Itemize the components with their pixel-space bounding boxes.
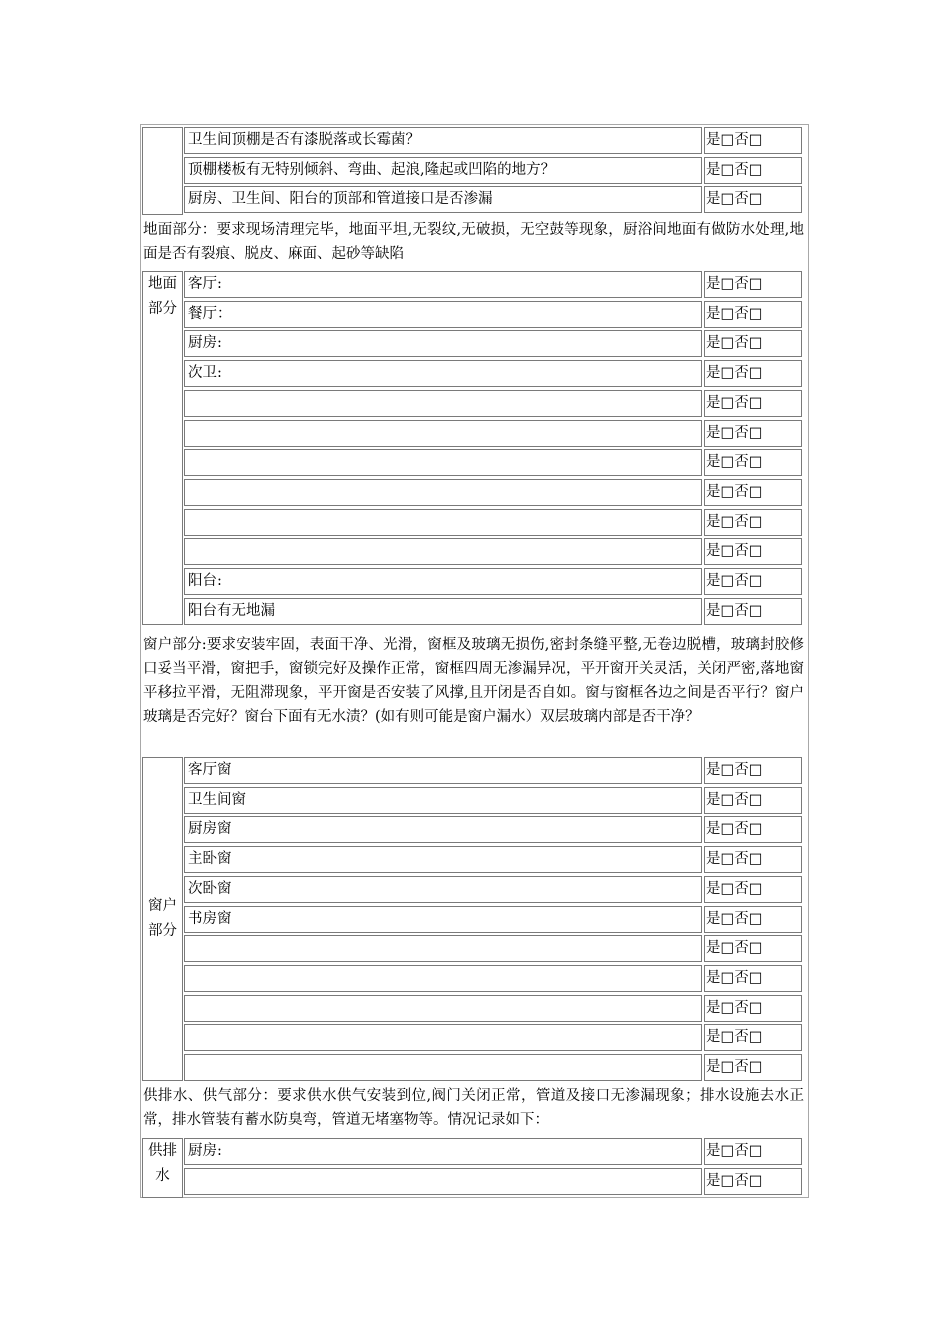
floor-checklist-row [184, 449, 808, 476]
water-checklist-row [184, 1138, 808, 1165]
water-section-label-text: 供排水 [148, 1143, 177, 1184]
floor-item-text [184, 420, 702, 447]
yes-no-checkbox[interactable]: 是□否□ [704, 1054, 802, 1081]
yes-no-checkbox[interactable]: 是□否□ [704, 1138, 802, 1165]
ceiling-item-text: 厨房、卫生间、阳台的顶部和管道接口是否渗漏 [184, 186, 702, 213]
window-checklist-row [184, 995, 808, 1022]
window-item-text: 卫生间窗 [184, 787, 702, 814]
ceiling-checklist-row [184, 157, 808, 184]
yes-no-checkbox[interactable]: 是□否□ [704, 420, 802, 447]
yes-no-checkbox[interactable]: 是□否□ [704, 1168, 802, 1195]
yes-no-checkbox[interactable]: 是□否□ [704, 846, 802, 873]
yes-no-checkbox[interactable]: 是□否□ [704, 449, 802, 476]
floor-checklist-row [184, 390, 808, 417]
window-item-text: 客厅窗 [184, 757, 702, 784]
yes-no-checkbox[interactable]: 是□否□ [704, 906, 802, 933]
yes-no-checkbox[interactable]: 是□否□ [704, 568, 802, 595]
floor-checklist-row [184, 479, 808, 506]
ceiling-checklist-row [184, 127, 808, 154]
window-checklist-row [184, 757, 808, 784]
yes-no-checkbox[interactable]: 是□否□ [704, 538, 802, 565]
floor-item-text [184, 479, 702, 506]
floor-item-text [184, 390, 702, 417]
floor-item-text: 餐厅： [184, 301, 702, 328]
window-section-label [141, 894, 184, 944]
floor-label-cell [142, 271, 183, 625]
yes-no-checkbox[interactable]: 是□否□ [704, 186, 802, 213]
window-checklist-row [184, 846, 808, 873]
window-checklist-row [184, 935, 808, 962]
ceiling-item-text: 卫生间顶棚是否有漆脱落或长霉菌？ [184, 127, 702, 154]
yes-no-checkbox[interactable]: 是□否□ [704, 995, 802, 1022]
window-item-text [184, 935, 702, 962]
floor-checklist-row [184, 271, 808, 298]
water-section-label [141, 1139, 184, 1189]
floor-checklist-row [184, 509, 808, 536]
water-item-text [184, 1168, 702, 1195]
window-checklist-row [184, 876, 808, 903]
floor-description: 地面部分：要求现场清理完毕，地面平坦,无裂纹,无破损，无空鼓等现象，厨浴间地面有做防水处理,地面是否有裂痕、脱皮、麻面、起砂等缺陷 [143, 222, 804, 262]
yes-no-checkbox[interactable]: 是□否□ [704, 157, 802, 184]
window-section-label-text: 窗户部分 [148, 898, 177, 939]
water-checklist-row [184, 1168, 808, 1195]
window-item-text [184, 995, 702, 1022]
water-description: 供排水、供气部分：要求供水供气安装到位,阀门关闭正常，管道及接口无渗漏现象；排水设施去水正常，排水管装有蓄水防臭弯，管道无堵塞物等。情况记录如下： [143, 1088, 804, 1128]
window-item-text [184, 965, 702, 992]
yes-no-checkbox[interactable]: 是□否□ [704, 787, 802, 814]
yes-no-checkbox[interactable]: 是□否□ [704, 876, 802, 903]
yes-no-checkbox[interactable]: 是□否□ [704, 127, 802, 154]
floor-item-text: 阳台: [184, 568, 702, 595]
yes-no-checkbox[interactable]: 是□否□ [704, 390, 802, 417]
floor-item-text [184, 509, 702, 536]
window-description: 窗户部分:要求安装牢固，表面干净、光滑，窗框及玻璃无损伤,密封条缝平整,无卷边脱槽，玻璃封胶修口妥当平滑，窗把手，窗锁完好及操作正常，窗框四周无渗漏异况，平开窗开关灵活，关闭严密,落地窗平移拉平滑，无阻滞现象，平开窗是否安装了风撑,且开闭是否自如。窗与窗框各边之间是否平行？窗户玻璃是否完好？窗台下面有无水渍？(如有则可能是窗户漏水）双层玻璃内部是否干净？ [143, 637, 804, 725]
floor-checklist-row [184, 360, 808, 387]
window-checklist-row [184, 1054, 808, 1081]
yes-no-checkbox[interactable]: 是□否□ [704, 757, 802, 784]
floor-item-text: 次卫: [184, 360, 702, 387]
window-item-text: 次卧窗 [184, 876, 702, 903]
water-item-text: 厨房: [184, 1138, 702, 1165]
yes-no-checkbox[interactable]: 是□否□ [704, 330, 802, 357]
window-checklist-row [184, 787, 808, 814]
yes-no-checkbox[interactable]: 是□否□ [704, 965, 802, 992]
yes-no-checkbox[interactable]: 是□否□ [704, 360, 802, 387]
ceiling-checklist-row [184, 186, 808, 213]
floor-item-text [184, 449, 702, 476]
window-item-text: 书房窗 [184, 906, 702, 933]
ceiling-label-cell [142, 127, 183, 215]
yes-no-checkbox[interactable]: 是□否□ [704, 301, 802, 328]
floor-item-text [184, 538, 702, 565]
window-item-text: 主卧窗 [184, 846, 702, 873]
window-checklist-row [184, 816, 808, 843]
floor-checklist-row [184, 568, 808, 595]
floor-checklist-row [184, 330, 808, 357]
floor-item-text: 厨房: [184, 330, 702, 357]
yes-no-checkbox[interactable]: 是□否□ [704, 816, 802, 843]
floor-item-text: 客厅: [184, 271, 702, 298]
window-item-text [184, 1024, 702, 1051]
floor-section-label-text: 地面部分 [148, 276, 177, 317]
floor-checklist-row [184, 301, 808, 328]
window-item-text [184, 1054, 702, 1081]
window-checklist-row [184, 906, 808, 933]
yes-no-checkbox[interactable]: 是□否□ [704, 1024, 802, 1051]
floor-checklist-row [184, 420, 808, 447]
ceiling-item-text: 顶棚楼板有无特别倾斜、弯曲、起浪,隆起或凹陷的地方？ [184, 157, 702, 184]
window-item-text: 厨房窗 [184, 816, 702, 843]
floor-checklist-row [184, 538, 808, 565]
yes-no-checkbox[interactable]: 是□否□ [704, 509, 802, 536]
window-checklist-row [184, 1024, 808, 1051]
floor-section-label [141, 272, 184, 322]
floor-checklist-row [184, 598, 808, 625]
yes-no-checkbox[interactable]: 是□否□ [704, 479, 802, 506]
yes-no-checkbox[interactable]: 是□否□ [704, 598, 802, 625]
yes-no-checkbox[interactable]: 是□否□ [704, 935, 802, 962]
window-checklist-row [184, 965, 808, 992]
floor-item-text: 阳台有无地漏 [184, 598, 702, 625]
yes-no-checkbox[interactable]: 是□否□ [704, 271, 802, 298]
